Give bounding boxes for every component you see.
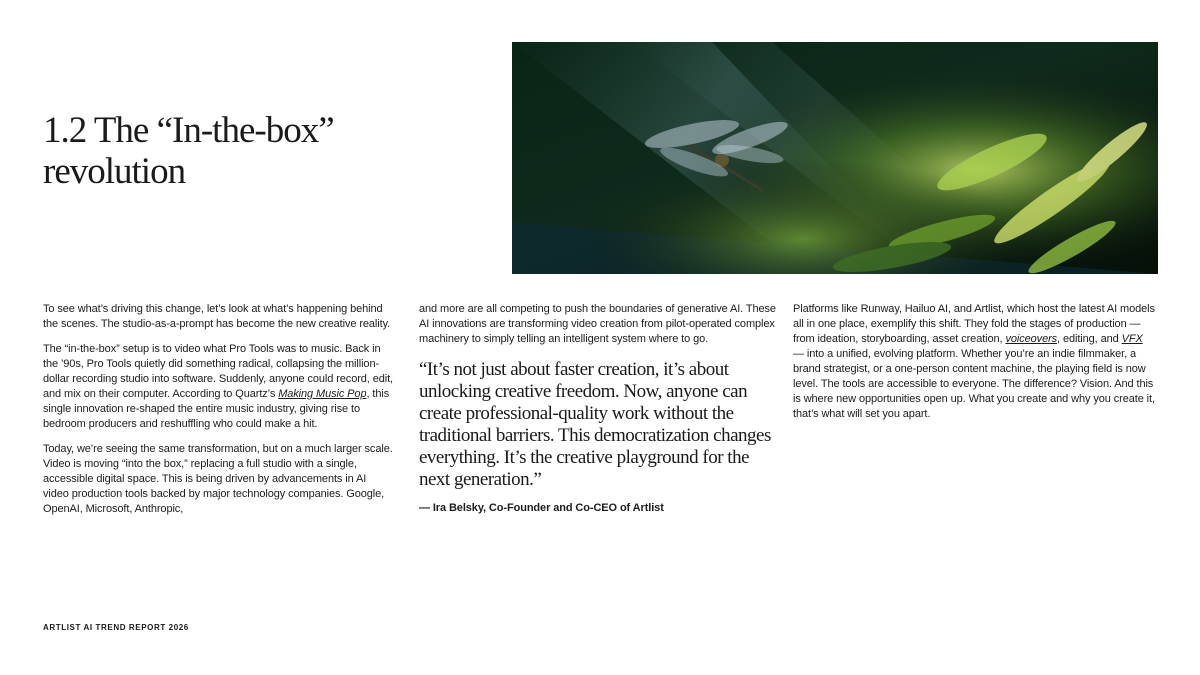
section-heading xyxy=(43,110,463,192)
paragraph-text: , editing, and xyxy=(1057,333,1122,345)
paragraph-text: , this single innovation re-shaped the entire music industry, giving rise to bedroom producers and reshuffling who could make a hit. xyxy=(43,388,390,430)
pull-quote: “It’s not just about faster creation, it’s about unlocking creative freedom. Now, anyone can create professional-quality work without the traditional barriers. This democratization changes everything. It’s the creative playground for the next generation.” xyxy=(419,359,771,490)
paragraph-text: — into a unified, evolving platform. Whether you’re an indie filmmaker, a brand strategist, or a one-person content machine, the playing field is now level. The tools are accessible to everyone. The difference? Vision. And this is where new opportunities open up. What you create and why you create it, that’s what will set you apart. xyxy=(793,348,1155,420)
dragonfly-foliage-illustration xyxy=(512,42,1158,274)
vfx-link[interactable]: VFX xyxy=(1121,333,1143,345)
text-column-2 xyxy=(419,302,779,516)
paragraph: and more are all competing to push the boundaries of generative AI. These AI innovations are transforming video creation from pilot-operated complex machinery to simply telling an intelligent system where to go. xyxy=(419,303,776,345)
heading-line-2: revolution xyxy=(43,151,186,192)
paragraph xyxy=(43,342,393,432)
text-column-3 xyxy=(793,302,1155,432)
paragraph xyxy=(793,302,1155,422)
paragraph: To see what’s driving this change, let’s look at what’s happening behind the scenes. The studio-as-a-prompt has become the new creative reality. xyxy=(43,303,391,330)
quote-attribution: — Ira Belsky, Co-Founder and Co-CEO of Artlist xyxy=(419,502,664,514)
paragraph: Today, we’re seeing the same transformation, but on a much larger scale. Video is moving “into the box,” replacing a full studio with a single, accessible digital space. This is being driven by advancements in AI video production tools backed by major technology companies. Google, OpenAI, Microsoft, Anthropic, xyxy=(43,443,393,515)
text-column-1 xyxy=(43,302,393,527)
paragraph-text: Platforms like Runway, Hailuo AI, and Artlist, which host the latest AI models all in one place, exemplify this shift. They fold the stages of production — from ideation, storyboarding, asset creation, xyxy=(793,303,1155,345)
voiceovers-link[interactable]: voiceovers xyxy=(1005,333,1058,345)
heading-line-1: 1.2 The “In-the-box” xyxy=(43,110,334,151)
making-music-pop-link[interactable]: Making Music Pop xyxy=(278,388,367,400)
hero-image xyxy=(512,42,1158,274)
report-footer: ARTLIST AI TREND REPORT 2026 xyxy=(43,623,189,632)
paragraph-text: The “in-the-box” setup is to video what Pro Tools was to music. Back in the ’90s, Pro Tools quietly did something radical, collapsing the million-dollar recording studio into software. Suddenly, anyone could record, edit, and mix on their computer. According to Quartz’s xyxy=(43,343,394,400)
